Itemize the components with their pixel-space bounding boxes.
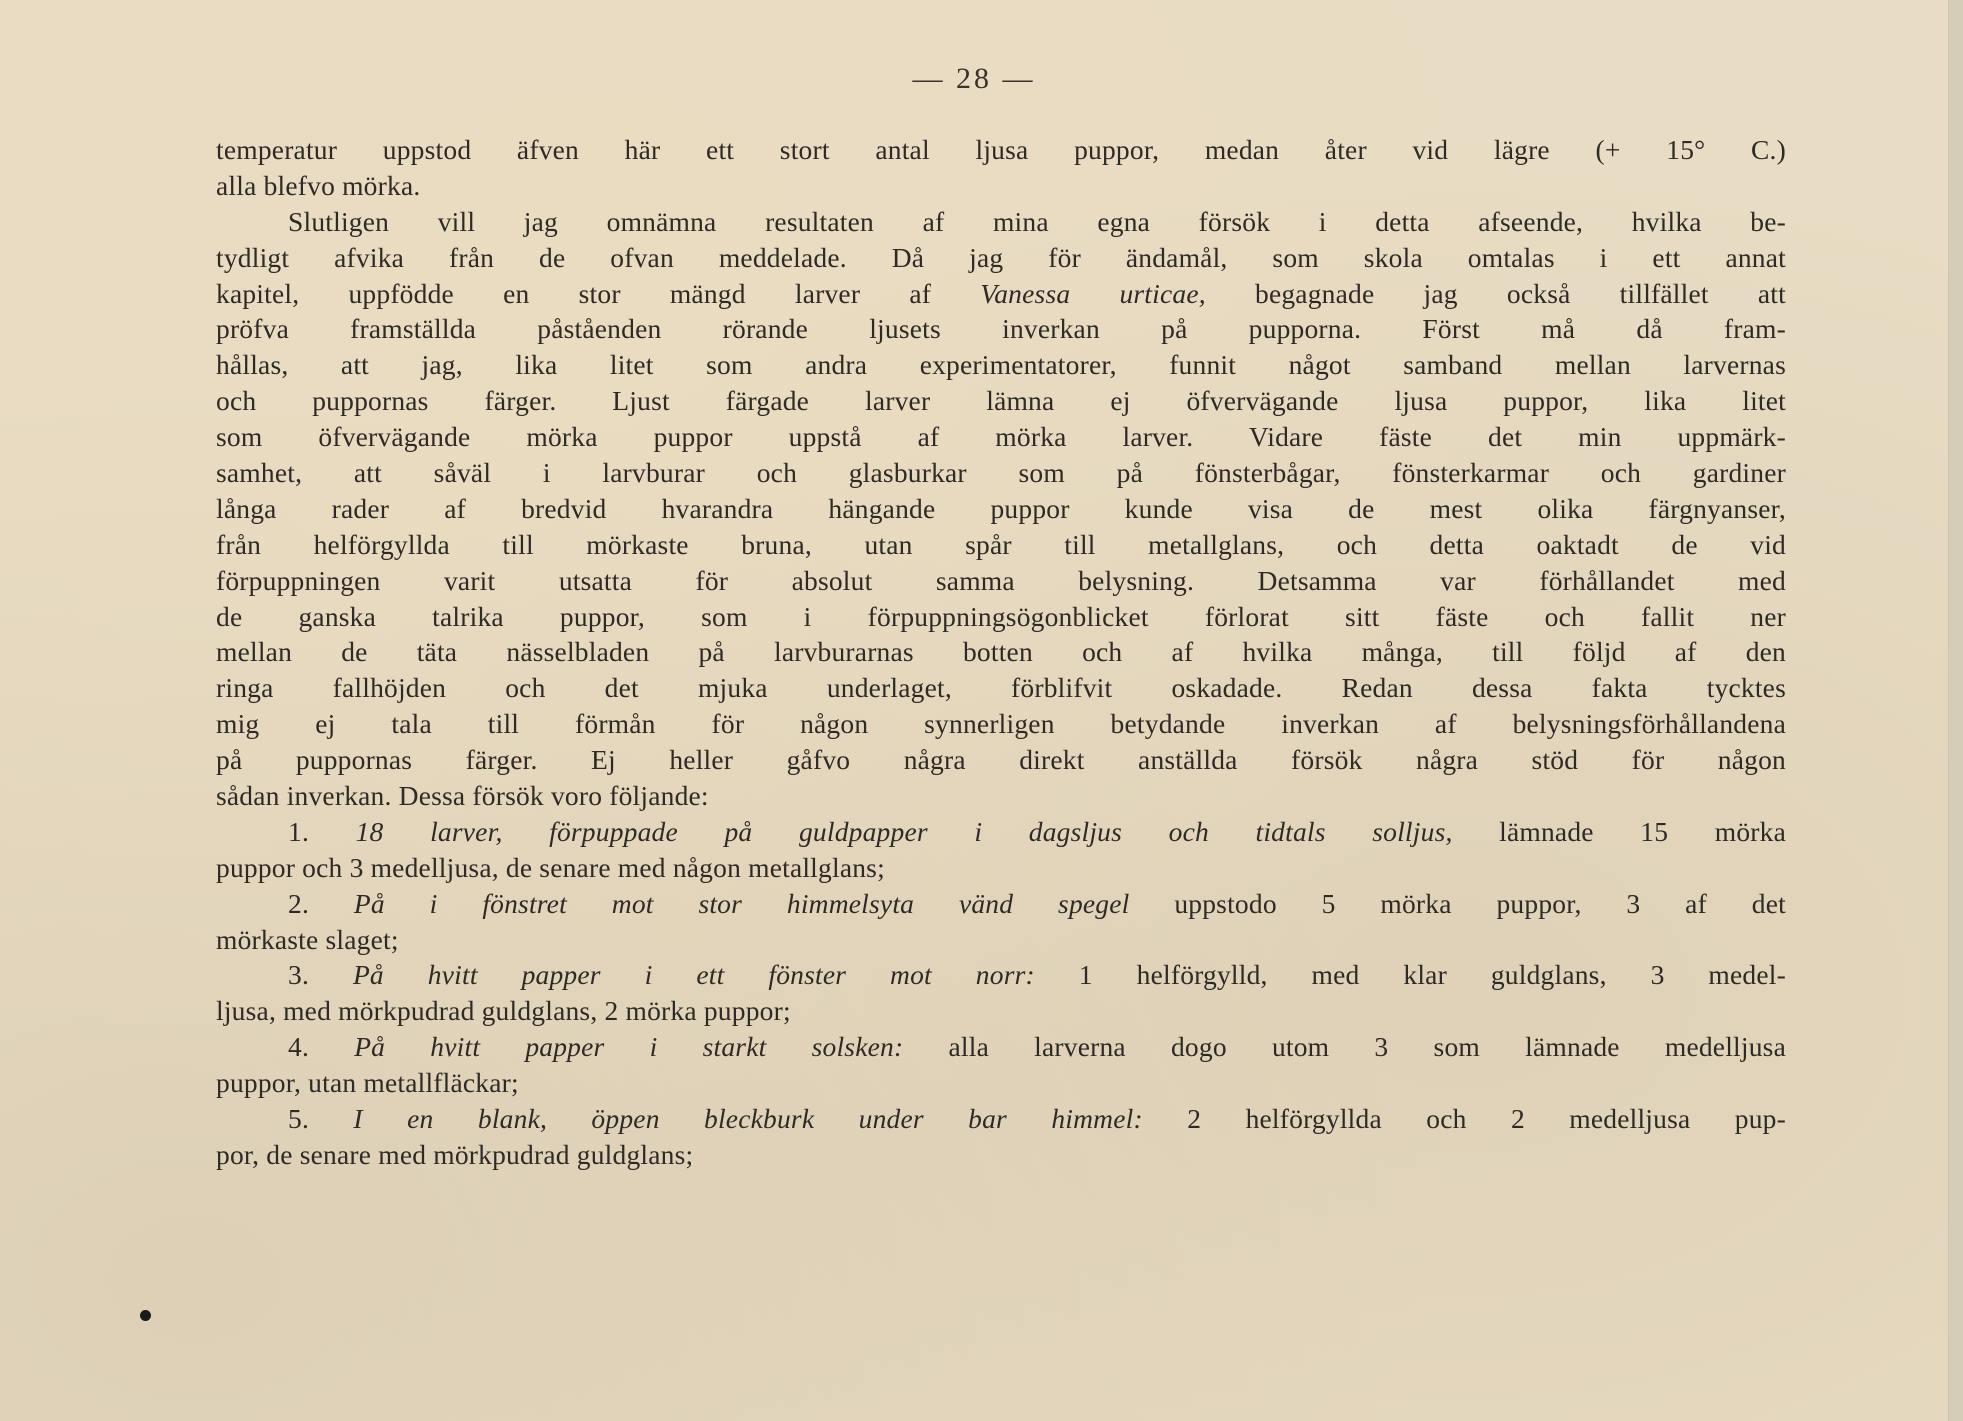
- text-line: [216, 886, 1786, 922]
- italic-segment: På hvitt papper i ett fönster mot norr:: [352, 959, 1035, 991]
- text-line: [216, 814, 1786, 850]
- text-line: långa rader af bredvid hvarandra hängande puppor kunde visa de mest olika färgnyanser,: [216, 492, 1786, 524]
- text-line: som öfvervägande mörka puppor uppstå af mörka larver. Vidare fäste det min uppmärk-: [216, 421, 1786, 453]
- text-segment: 1 helförgylld, med klar guldglans, 3 medel-: [1034, 959, 1786, 991]
- text-segment: 2 helförgyllda och 2 medelljusa pup-: [1142, 1103, 1786, 1135]
- text-line: sådan inverkan. Dessa försök voro följande:: [216, 780, 709, 812]
- page-edge: [1948, 0, 1963, 1421]
- text-line: på puppornas färger. Ej heller gåfvo några direkt anställda försök några stöd för någon: [216, 744, 1786, 776]
- text-line: puppor, utan metallfläckar;: [216, 1067, 519, 1099]
- text-line: ljusa, med mörkpudrad guldglans, 2 mörka puppor;: [216, 995, 791, 1027]
- text-segment: 5.: [288, 1103, 354, 1135]
- text-line: puppor och 3 medelljusa, de senare med någon metallglans;: [216, 851, 885, 883]
- ink-spot: [140, 1310, 151, 1321]
- text-line: från helförgyllda till mörkaste bruna, utan spår till metallglans, och detta oaktadt de vid: [216, 528, 1786, 560]
- text-segment: kapitel, uppfödde en stor mängd larver af: [216, 277, 981, 309]
- text-segment: 1.: [288, 815, 356, 847]
- text-line: ringa fallhöjden och det mjuka underlaget, förblifvit oskadade. Redan dessa fakta tycktes: [216, 672, 1786, 704]
- text-line: de ganska talrika puppor, som i förpuppningsögonblicket förlorat sitt fäste och fallit ner: [216, 600, 1786, 632]
- italic-segment: På hvitt papper i starkt solsken:: [354, 1031, 904, 1063]
- text-line: pröfva framställda påståenden rörande ljusets inverkan på pupporna. Först må då fram-: [216, 313, 1786, 345]
- text-segment: 4.: [288, 1031, 355, 1063]
- text-line: samhet, att såväl i larvburar och glasburkar som på fönsterbågar, fönsterkarmar och gardiner: [216, 457, 1786, 489]
- text-segment: begagnade jag också tillfället att: [1205, 277, 1786, 309]
- text-segment: 3.: [288, 959, 353, 991]
- text-segment: 2.: [288, 887, 354, 919]
- text-line: mig ej tala till förmån för någon synnerligen betydande inverkan af belysningsförhållandena: [216, 708, 1786, 740]
- italic-segment: I en blank, öppen bleckburk under bar himmel:: [353, 1103, 1143, 1135]
- text-line: por, de senare med mörkpudrad guldglans;: [216, 1138, 694, 1170]
- text-line: alla blefvo mörka.: [216, 169, 421, 201]
- text-line: tydligt afvika från de ofvan meddelade. Då jag för ändamål, som skola omtalas i ett annat: [216, 241, 1786, 273]
- italic-segment: 18 larver, förpuppade på guldpapper i dagsljus och tidtals solljus,: [355, 815, 1453, 847]
- text-line: [216, 1101, 1786, 1137]
- text-line: [216, 1029, 1786, 1065]
- text-segment: lämnade 15 mörka: [1452, 815, 1786, 847]
- text-line: Slutligen vill jag omnämna resultaten af mina egna försök i detta afseende, hvilka be-: [288, 205, 1786, 237]
- page-number: — 28 —: [912, 62, 1036, 95]
- italic-segment: Vanessa urticae,: [980, 277, 1206, 309]
- text-line: temperatur uppstod äfven här ett stort antal ljusa puppor, medan åter vid lägre (+ 15° C.): [216, 134, 1786, 165]
- text-line: förpuppningen varit utsatta för absolut samma belysning. Detsamma var förhållandet med: [216, 564, 1786, 596]
- text-segment: uppstodo 5 mörka puppor, 3 af det: [1129, 887, 1786, 919]
- text-line: [216, 957, 1786, 993]
- body-text: [216, 132, 1786, 1173]
- text-line: [216, 276, 1786, 312]
- text-line: hållas, att jag, lika litet som andra experimentatorer, funnit något samband mellan larvernas: [216, 349, 1786, 381]
- text-line: mörkaste slaget;: [216, 923, 399, 955]
- text-segment: alla larverna dogo utom 3 som lämnade medelljusa: [903, 1031, 1786, 1063]
- italic-segment: På i fönstret mot stor himmelsyta vänd spegel: [353, 887, 1130, 919]
- text-line: och puppornas färger. Ljust färgade larver lämna ej öfvervägande ljusa puppor, lika litet: [216, 385, 1786, 417]
- text-line: mellan de täta nässelbladen på larvburarnas botten och af hvilka många, till följd af den: [216, 636, 1786, 668]
